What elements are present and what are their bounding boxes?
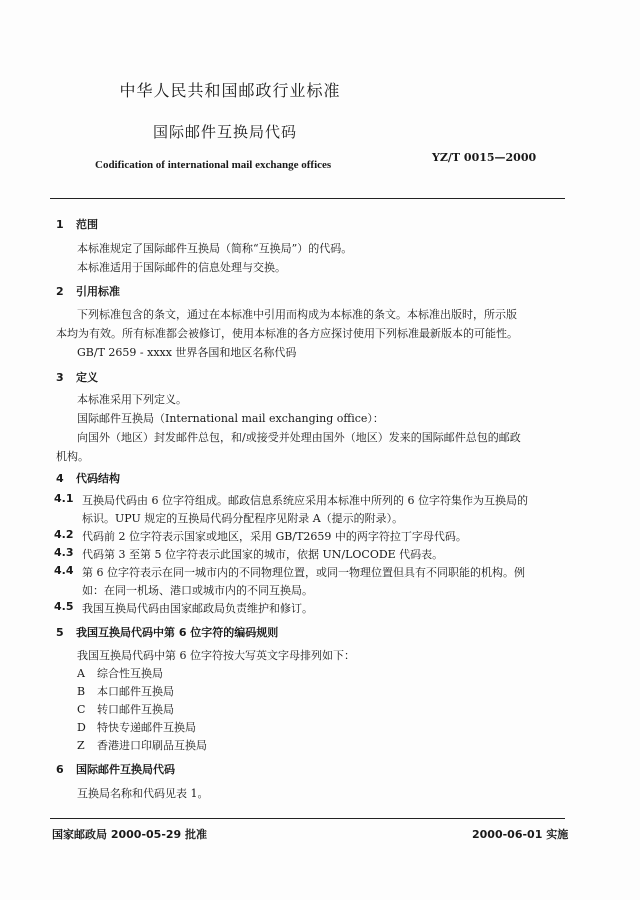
footer-rule: [50, 818, 565, 819]
section-2-heading: [56, 283, 120, 299]
reference-line: GB/T 2659 - xxxx 世界各国和地区名称代码: [77, 346, 297, 359]
letter-code-item: [77, 665, 163, 681]
section-4-heading: [56, 470, 120, 486]
code-meaning: 本口邮件互换局: [97, 685, 174, 698]
section-title: 定义: [76, 371, 98, 384]
paragraph-line: 下列标准包含的条文，通过在本标准中引用而构成为本标准的条文。本标准出版时，所示版: [77, 308, 517, 321]
paragraph-line: 本均为有效。所有标准都会被修订，使用本标准的各方应探讨使用下列标准最新版本的可能性。: [56, 327, 518, 340]
code-letter: A: [77, 667, 85, 680]
letter-code-item: [77, 719, 196, 735]
section-number: 5: [56, 626, 64, 639]
code-meaning: 特快专递邮件互换局: [97, 721, 196, 734]
code-letter: Z: [77, 739, 85, 752]
section-title: 引用标准: [76, 285, 120, 298]
paragraph-line: 本标准规定了国际邮件互换局（简称“互换局”）的代码。: [77, 242, 353, 255]
section-3-heading: [56, 369, 98, 385]
paragraph-line: 国际邮件互换局（International mail exchanging office）：: [77, 412, 384, 425]
clause-line: 第 6 位字符表示在同一城市内的不同物理位置，或同一物理位置但具有不同职能的机构。例: [82, 566, 525, 579]
clause-line: 代码前 2 位字符表示国家或地区，采用 GB/T2659 中的两字符拉丁字母代码。: [82, 530, 467, 543]
code-letter: C: [77, 703, 86, 716]
paragraph-line: 互换局名称和代码见表 1。: [77, 787, 209, 800]
code-letter: D: [77, 721, 86, 734]
document-title-en: Codification of international mail exchange offices: [95, 159, 332, 171]
clause-line: 互换局代码由 6 位字符组成。邮政信息系统应采用本标准中所列的 6 位字符集作为互换局的: [82, 494, 528, 507]
approval-date: 国家邮政局 2000-05-29 批准: [52, 828, 208, 841]
section-title: 我国互换局代码中第 6 位字符的编码规则: [76, 626, 279, 639]
clause-line: 标识。UPU 规定的互换局代码分配程序见附录 A（提示的附录）。: [82, 512, 404, 525]
section-title: 范围: [76, 218, 98, 231]
clause-line: 如：在同一机场、港口或城市内的不同互换局。: [82, 584, 313, 597]
clause-line: 我国互换局代码由国家邮政局负责维护和修订。: [82, 602, 313, 615]
section-number: 2: [56, 285, 64, 298]
clause-line: 代码第 3 至第 5 位字符表示此国家的城市，依据 UN/LOCODE 代码表。: [82, 548, 444, 561]
code-meaning: 综合性互换局: [97, 667, 163, 680]
section-1-heading: [56, 216, 98, 232]
section-number: 3: [56, 371, 64, 384]
section-title: 国际邮件互换局代码: [76, 763, 175, 776]
paragraph-line: 向国外（地区）封发邮件总包，和/或接受并处理由国外（地区）发来的国际邮件总包的邮政: [77, 431, 521, 444]
implementation-date: 2000-06-01 实施: [472, 828, 569, 841]
letter-code-item: [77, 683, 174, 699]
section-5-heading: [56, 624, 278, 640]
code-meaning: 香港进口印刷品互换局: [97, 739, 207, 752]
paragraph-line: 本标准采用下列定义。: [77, 393, 187, 406]
paragraph-line: 我国互换局代码中第 6 位字符按大写英文字母排列如下：: [77, 649, 355, 662]
standard-code: YZ/T 0015—2000: [432, 151, 537, 164]
section-6-heading: [56, 761, 175, 777]
section-title: 代码结构: [76, 472, 120, 485]
section-number: 4: [56, 472, 64, 485]
paragraph-line: 机构。: [56, 450, 89, 463]
clause-number: 4.2: [54, 528, 74, 541]
code-meaning: 转口邮件互换局: [97, 703, 174, 716]
clause-number: 4.5: [54, 600, 74, 613]
letter-code-item: [77, 701, 174, 717]
section-number: 1: [56, 218, 64, 231]
letter-code-item: [77, 737, 207, 753]
clause-number: 4.3: [54, 546, 74, 559]
clause-number: 4.1: [54, 492, 74, 505]
paragraph-line: 本标准适用于国际邮件的信息处理与交换。: [77, 261, 286, 274]
section-number: 6: [56, 763, 64, 776]
document-title-zh: 国际邮件互换局代码: [152, 123, 297, 141]
code-letter: B: [77, 685, 86, 698]
standard-org-heading: 中华人民共和国邮政行业标准: [119, 81, 341, 100]
header-rule: [50, 198, 565, 199]
clause-number: 4.4: [54, 564, 74, 577]
